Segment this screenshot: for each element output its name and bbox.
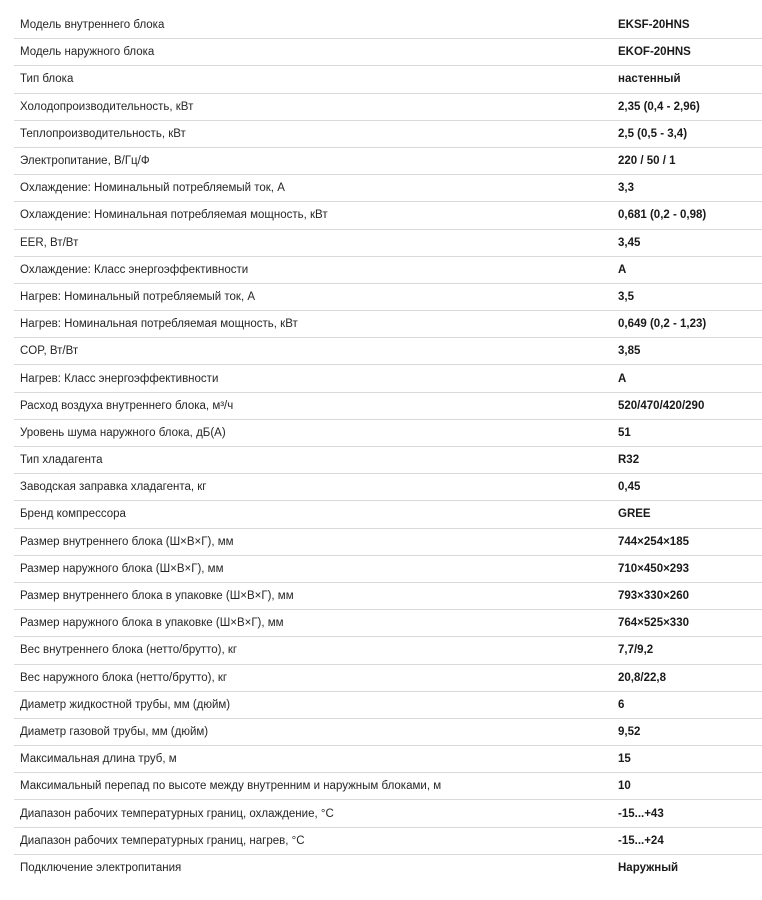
spec-label: Охлаждение: Номинальная потребляемая мощность, кВт [20,209,328,222]
spec-label: COP, Вт/Вт [20,345,79,358]
spec-value: 9,52 [618,725,641,738]
spec-label: Нагрев: Номинальная потребляемая мощность, кВт [20,318,298,331]
spec-row [14,583,762,610]
spec-row [14,610,762,637]
spec-row [14,202,762,229]
spec-label: Диаметр газовой трубы, мм (дюйм) [20,725,209,738]
spec-row [14,855,762,882]
spec-value: 3,85 [618,345,641,358]
spec-value: 764×525×330 [618,617,689,630]
spec-value: EKOF-20HNS [618,46,691,59]
spec-value: 51 [618,426,631,439]
spec-label: Размер внутреннего блока (Ш×В×Г), мм [20,535,234,548]
spec-value: 2,5 (0,5 - 3,4) [618,127,688,140]
spec-row [14,719,762,746]
spec-row [14,365,762,392]
spec-value: 710×450×293 [618,562,689,575]
spec-value: -15...+24 [618,834,664,847]
spec-row [14,257,762,284]
spec-value: 3,45 [618,236,641,249]
spec-label: Заводская заправка хладагента, кг [20,481,207,494]
spec-value: 7,7/9,2 [618,644,654,657]
spec-row [14,148,762,175]
spec-row [14,637,762,664]
spec-label: Теплопроизводительность, кВт [20,127,186,140]
spec-label: Охлаждение: Класс энергоэффективности [20,263,249,276]
spec-value: 0,681 (0,2 - 0,98) [618,209,707,222]
spec-value: A [618,263,627,276]
spec-value: настенный [618,73,681,86]
spec-label: Тип хладагента [20,454,103,467]
spec-value: 220 / 50 / 1 [618,155,676,168]
spec-label: Бренд компрессора [20,508,126,521]
spec-row [14,284,762,311]
spec-label: Размер наружного блока (Ш×В×Г), мм [20,562,224,575]
spec-label: Диаметр жидкостной трубы, мм (дюйм) [20,698,231,711]
spec-label: Диапазон рабочих температурных границ, нагрев, °С [20,834,305,847]
spec-label: Подключение электропитания [20,862,182,875]
spec-row [14,665,762,692]
spec-row [14,474,762,501]
spec-value: 793×330×260 [618,590,689,603]
spec-value: 15 [618,753,631,766]
spec-label: EER, Вт/Вт [20,236,79,249]
spec-row [14,447,762,474]
spec-row [14,393,762,420]
spec-value: EKSF-20HNS [618,19,690,32]
spec-value: 20,8/22,8 [618,671,666,684]
spec-label: Тип блока [20,73,74,86]
spec-label: Нагрев: Номинальный потребляемый ток, А [20,290,256,303]
spec-row [14,773,762,800]
spec-label: Размер внутреннего блока в упаковке (Ш×В×Г), мм [20,590,294,603]
spec-value: Наружный [618,862,679,875]
spec-row [14,230,762,257]
spec-row [14,529,762,556]
spec-value: 3,3 [618,182,634,195]
spec-row [14,12,762,39]
spec-label: Электропитание, В/Гц/Ф [20,155,150,168]
spec-label: Уровень шума наружного блока, дБ(А) [20,426,226,439]
spec-row [14,556,762,583]
spec-value: -15...+43 [618,807,664,820]
spec-value: 6 [618,698,625,711]
spec-label: Нагрев: Класс энергоэффективности [20,372,219,385]
spec-row [14,94,762,121]
spec-value: R32 [618,454,640,467]
spec-value: 10 [618,780,631,793]
spec-value: A [618,372,627,385]
spec-row [14,692,762,719]
spec-label: Вес наружного блока (нетто/брутто), кг [20,671,228,684]
spec-label: Вес внутреннего блока (нетто/брутто), кг [20,644,238,657]
spec-label: Максимальная длина труб, м [20,753,177,766]
spec-label: Диапазон рабочих температурных границ, охлаждение, °С [20,807,334,820]
spec-table [14,12,762,882]
spec-row [14,746,762,773]
spec-value: 520/470/420/290 [618,399,705,412]
spec-label: Модель наружного блока [20,46,155,59]
spec-label: Максимальный перепад по высоте между внутренним и наружным блоками, м [20,780,442,793]
spec-label: Расход воздуха внутреннего блока, м³/ч [20,399,234,412]
spec-value: 2,35 (0,4 - 2,96) [618,100,700,113]
spec-row [14,311,762,338]
spec-value: 0,45 [618,481,641,494]
spec-row [14,39,762,66]
spec-row [14,338,762,365]
spec-row [14,66,762,93]
spec-value: GREE [618,508,651,521]
spec-row [14,501,762,528]
spec-value: 3,5 [618,290,634,303]
spec-value: 744×254×185 [618,535,689,548]
spec-label: Холодопроизводительность, кВт [20,100,194,113]
spec-row [14,175,762,202]
spec-row [14,828,762,855]
spec-label: Охлаждение: Номинальный потребляемый ток, А [20,182,285,195]
spec-row [14,121,762,148]
spec-label: Размер наружного блока в упаковке (Ш×В×Г), мм [20,617,284,630]
spec-row [14,420,762,447]
spec-label: Модель внутреннего блока [20,19,165,32]
spec-row [14,800,762,827]
spec-value: 0,649 (0,2 - 1,23) [618,318,707,331]
